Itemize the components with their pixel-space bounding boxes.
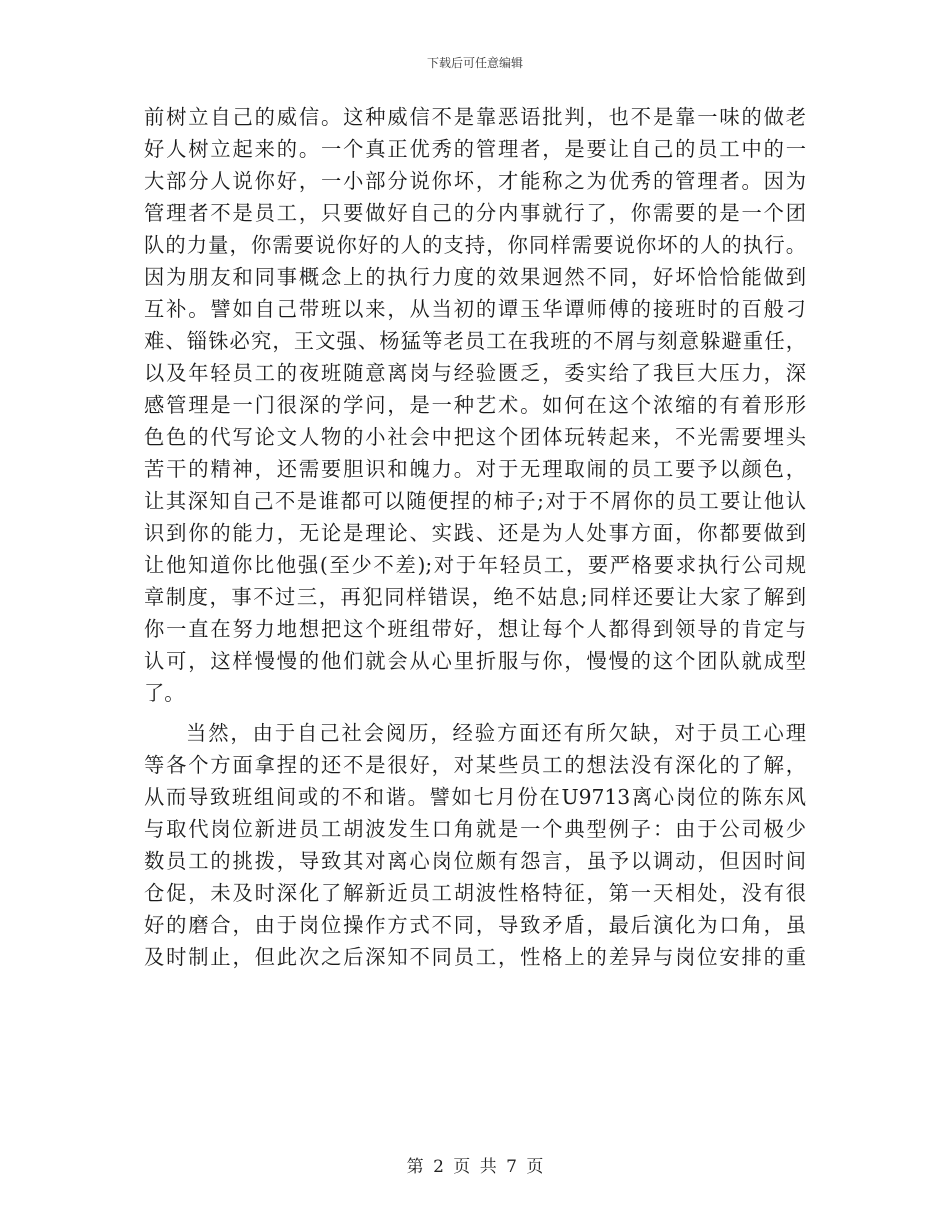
text-line: 认可，这样慢慢的他们就会从心里折服与你，慢慢的这个团队就成型 xyxy=(144,649,806,673)
paragraph-1 xyxy=(144,101,806,709)
text-line: 队的力量，你需要说你好的人的支持，你同样需要说你坏的人的执行。 xyxy=(144,233,806,257)
paragraph-2 xyxy=(144,717,806,973)
text-line: 仓促，未及时深化了解新近员工胡波性格特征，第一天相处，没有很 xyxy=(144,881,806,905)
text-line: 管理者不是员工，只要做好自己的分内事就行了，你需要的是一个团 xyxy=(144,201,806,225)
text-line: 与取代岗位新进员工胡波发生口角就是一个典型例子：由于公司极少 xyxy=(144,817,806,841)
text-line: 感管理是一门很深的学问，是一种艺术。如何在这个浓缩的有着形形 xyxy=(144,393,806,417)
text-line: 让其深知自己不是谁都可以随便捏的柿子;对于不屑你的员工要让他认 xyxy=(144,489,806,513)
text-line: 好人树立起来的。一个真正优秀的管理者，是要让自己的员工中的一 xyxy=(144,137,806,161)
text-line: 难、锱铢必究，王文强、杨猛等老员工在我班的不屑与刻意躲避重任， xyxy=(144,329,806,353)
text-line: 以及年轻员工的夜班随意离岗与经验匮乏，委实给了我巨大压力，深 xyxy=(144,361,806,385)
text-line: 等各个方面拿捏的还不是很好，对某些员工的想法没有深化的了解， xyxy=(144,753,806,777)
page-header: 下载后可任意编辑 xyxy=(426,56,523,70)
text-line: 从而导致班组间或的不和谐。譬如七月份在U9713离心岗位的陈东风 xyxy=(144,785,806,809)
text-line: 苦干的精神，还需要胆识和魄力。对于无理取闹的员工要予以颜色， xyxy=(144,457,806,481)
text-line: 你一直在努力地想把这个班组带好，想让每个人都得到领导的肯定与 xyxy=(144,617,806,641)
text-line: 因为朋友和同事概念上的执行力度的效果迥然不同，好坏恰恰能做到 xyxy=(144,265,806,289)
text-line: 识到你的能力，无论是理论、实践、还是为人处事方面，你都要做到 xyxy=(144,521,806,545)
text-line: 好的磨合，由于岗位操作方式不同，导致矛盾，最后演化为口角，虽 xyxy=(144,913,806,937)
text-line: 当然，由于自己社会阅历，经验方面还有所欠缺，对于员工心理 xyxy=(186,721,806,745)
text-line: 章制度，事不过三，再犯同样错误，绝不姑息;同样还要让大家了解到 xyxy=(144,585,806,609)
document-body xyxy=(144,101,806,973)
text-line: 前树立自己的威信。这种威信不是靠恶语批判，也不是靠一味的做老 xyxy=(144,105,806,129)
text-line: 了。 xyxy=(144,681,185,705)
text-line: 让他知道你比他强(至少不差);对于年轻员工，要严格要求执行公司规 xyxy=(144,553,806,577)
text-line: 及时制止，但此次之后深知不同员工，性格上的差异与岗位安排的重 xyxy=(144,945,806,969)
text-line: 互补。譬如自己带班以来，从当初的谭玉华谭师傅的接班时的百般刁 xyxy=(144,297,806,321)
text-line: 数员工的挑拨，导致其对离心岗位颇有怨言，虽予以调动，但因时间 xyxy=(144,849,806,873)
page-footer: 第 2 页 共 7 页 xyxy=(406,1157,544,1177)
text-line: 大部分人说你好，一小部分说你坏，才能称之为优秀的管理者。因为 xyxy=(144,169,806,193)
text-line: 色色的代写论文人物的小社会中把这个团体玩转起来，不光需要埋头 xyxy=(144,425,806,449)
paragraph-spacing xyxy=(144,709,806,717)
